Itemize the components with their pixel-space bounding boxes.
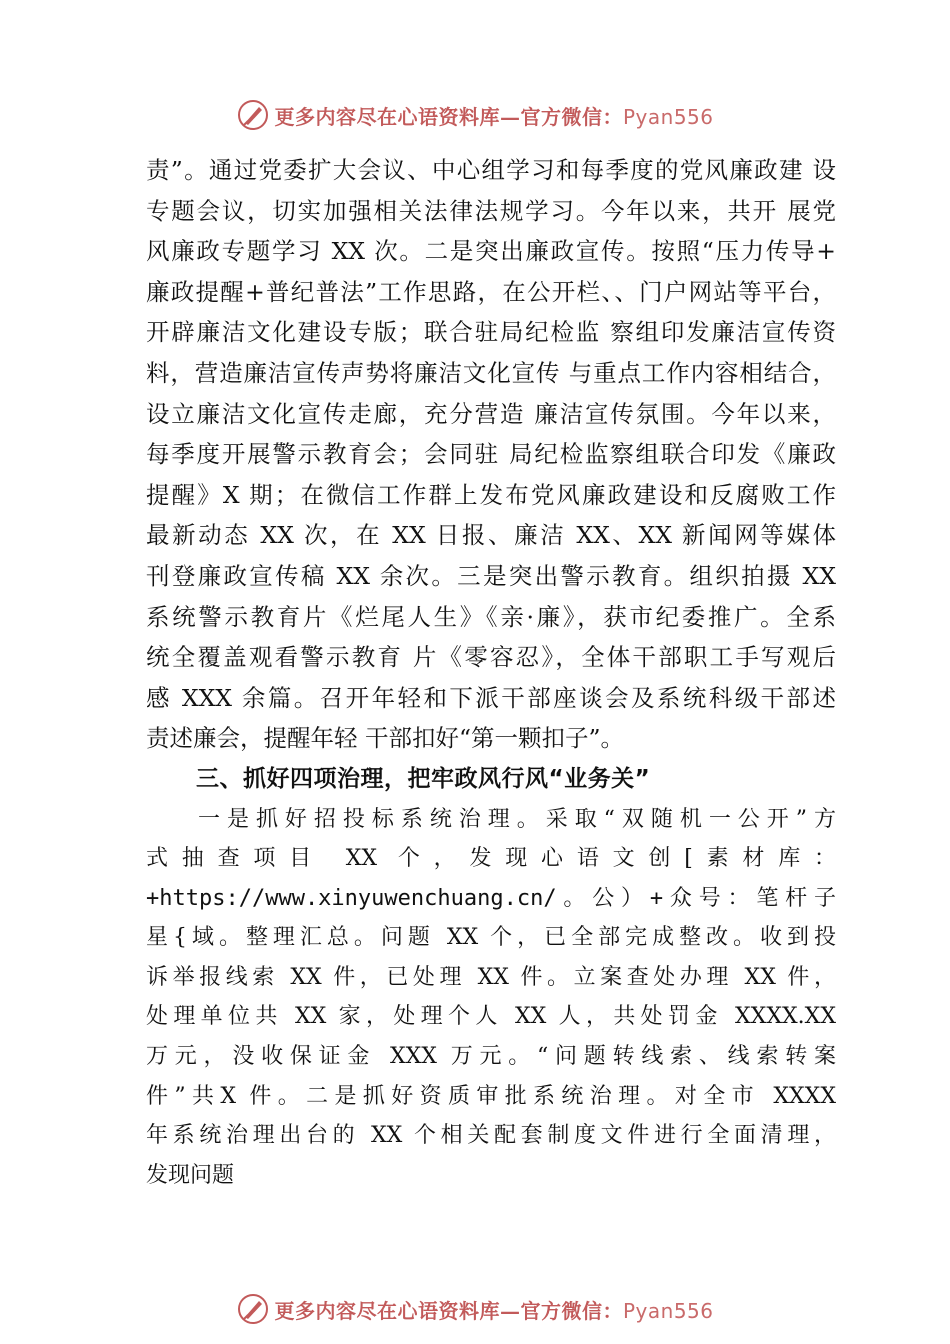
text-line: 系统警示教育片《烂尾人生》《亲·廉》，获市纪委推广。全系: [146, 602, 836, 631]
text-line: 每季度开展警示教育会；会同驻 局纪检监察组联合印发《廉政: [146, 440, 836, 469]
text-line: 最新动态 XX 次，在 XX 日报、廉洁 XX、XX 新闻网等媒体: [146, 521, 836, 550]
paragraph-1: [146, 150, 836, 759]
text-line: 发现问题: [146, 1162, 235, 1188]
text-line: 感 XXX 余篇。召开年轻和下派干部座谈会及系统科级干部述: [146, 683, 836, 712]
watermark-id: Pyan556: [622, 104, 714, 129]
text-line: 处理单位共 XX 家，处理个人 XX 人，共处罚金 XXXX.XX: [146, 1004, 836, 1030]
text-line: 年系统治理出台的 XX 个相关配套制度文件进行全面清理，: [146, 1123, 836, 1149]
watermark-id: Pyan556: [622, 1298, 714, 1323]
watermark-text: 更多内容尽在心语资料库—官方微信：: [274, 104, 623, 129]
text-line: 提醒》X 期；在微信工作群上发布党风廉政建设和反腐败工作: [146, 480, 836, 509]
text-line: 设立廉洁文化宣传走廊，充分营造 廉洁宣传氛围。今年以来，: [146, 399, 836, 428]
text-line: 刊登廉政宣传稿 XX 余次。三是突出警示教育。组织拍摄 XX: [146, 561, 836, 590]
text-line: 料，营造廉洁宣传声势将廉洁文化宣传 与重点工作内容相结合，: [146, 358, 836, 387]
text-line: +https://www.xinyuwenchuang.cn/。公）+众号：笔杆子: [146, 885, 836, 911]
text-line: 专题会议，切实加强相关法律法规学习。今年以来，共开 展党: [146, 196, 836, 225]
quill-logo-icon: [236, 98, 270, 132]
text-line: 廉政提醒+普纪普法”工作思路，在公开栏、、门户网站等平台，: [146, 277, 836, 306]
paragraph-2: [146, 800, 836, 1196]
text-line: 星{域。整理汇总。问题 XX 个，已全部完成整改。收到投: [146, 925, 836, 951]
text-line: 万元，没收保证金 XXX 万元。“问题转线索、线索转案: [146, 1044, 836, 1070]
text-line: 件”共X 件。二是抓好资质审批系统治理。对全市 XXXX: [146, 1083, 836, 1109]
text-line: 统全覆盖观看警示教育 片《零容忍》，全体干部职工手写观后: [146, 643, 836, 672]
text-line: 式抽查项目 XX 个，发现心语文创[素材库：: [146, 846, 836, 872]
document-body: [146, 150, 836, 1195]
text-line: 风廉政专题学习 XX 次。二是突出廉政宣传。按照“压力传导+: [146, 237, 836, 266]
section-heading: 三、抓好四项治理，把牢政风行风“业务关”: [196, 765, 651, 792]
text-line: 开辟廉洁文化建设专版；联合驻局纪检监 察组印发廉洁宣传资: [146, 318, 836, 347]
quill-logo-icon: [236, 1292, 270, 1326]
text-line: 一是抓好招投标系统治理。采取“双随机一公开”方: [198, 806, 836, 832]
watermark-text: 更多内容尽在心语资料库—官方微信：: [274, 1298, 623, 1323]
text-line: 责述廉会，提醒年轻 干部扣好“第一颗扣子”。: [146, 724, 624, 753]
footer-watermark: [0, 1287, 950, 1331]
text-line: 诉举报线索 XX 件，已处理 XX 件。立案查处办理 XX 件，: [146, 964, 836, 990]
header-watermark: [0, 93, 950, 137]
text-line: 责”。通过党委扩大会议、中心组学习和每季度的党风廉政建 设: [146, 156, 836, 184]
